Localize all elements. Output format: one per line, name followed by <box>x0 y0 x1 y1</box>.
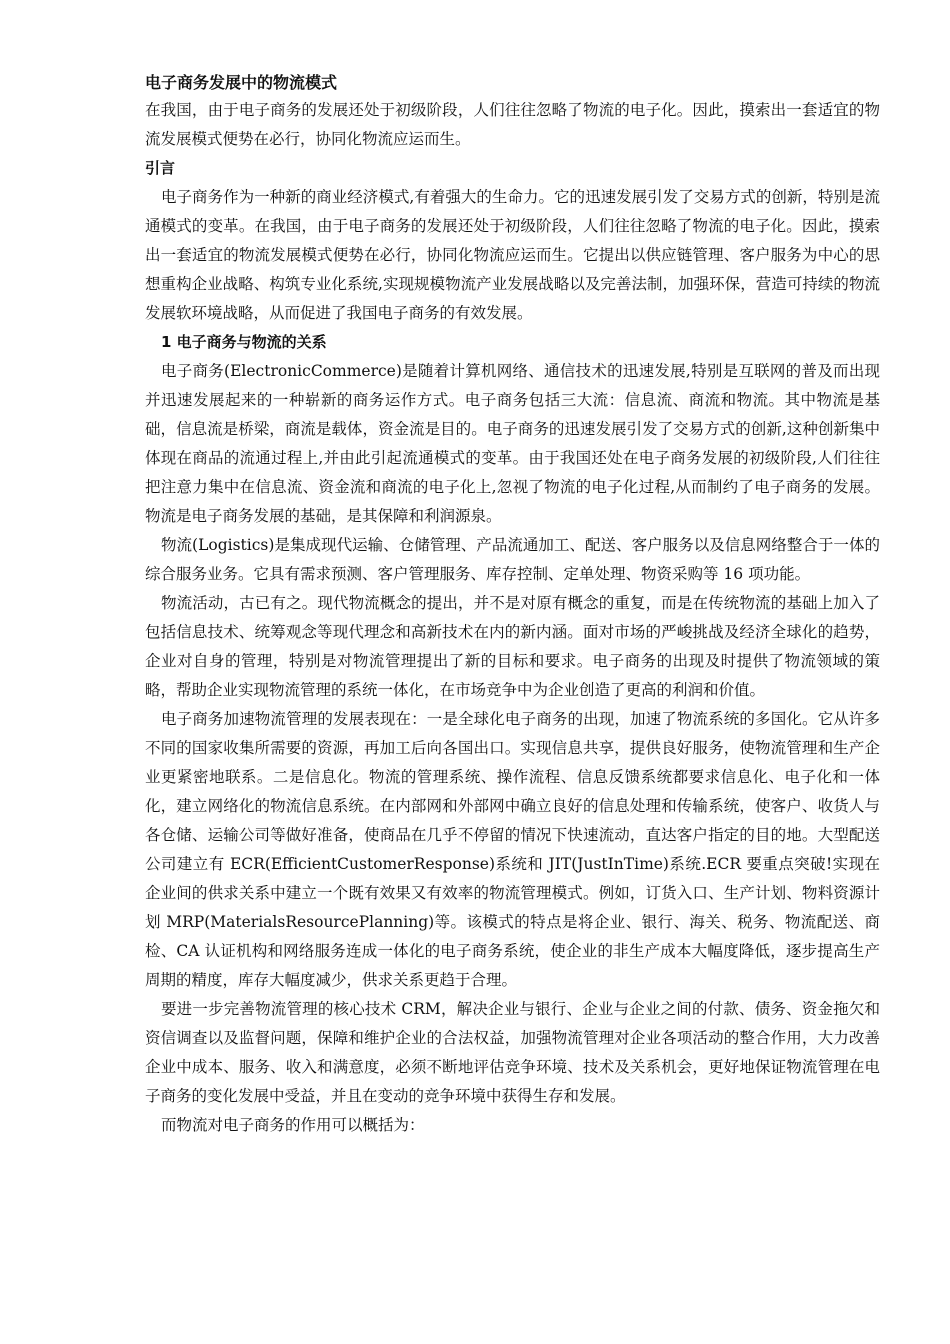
intro-paragraph: 电子商务作为一种新的商业经济模式,有着强大的生命力。它的迅速发展引发了交易方式的创新，特别是流通模式的变革。在我国，由于电子商务的发展还处于初级阶段，人们往往忽略了物流的电子化。因此，摸索出一套适宜的物流发展模式便势在必行，协同化物流应运而生。它提出以供应链管理、客户服务为中心的思想重构企业战略、构筑专业化系统,实现规模物流产业发展战略以及完善法制，加强环保，营造可持续的物流发展软环境战略，从而促进了我国电子商务的有效发展。 <box>145 188 880 322</box>
body-paragraph: 电子商务(ElectronicCommerce)是随着计算机网络、通信技术的迅速发展,特别是互联网的普及而出现并迅速发展起来的一种崭新的商务运作方式。电子商务包括三大流：信息流、商流和物流。其中物流是基础，信息流是桥梁，商流是载体，资金流是目的。电子商务的迅速发展引发了交易方式的创新,这种创新集中体现在商品的流通过程上,并由此引起流通模式的变革。由于我国还处在电子商务发展的初级阶段,人们往往把注意力集中在信息流、资金流和商流的电子化上,忽视了物流的电子化过程,从而制约了电子商务的发展。物流是电子商务发展的基础，是其保障和利润源泉。 <box>145 362 880 525</box>
body-paragraph: 物流(Logistics)是集成现代运输、仓储管理、产品流通加工、配送、客户服务以及信息网络整合于一体的综合服务业务。它具有需求预测、客户管理服务、库存控制、定单处理、物资采购等 16 项功能。 <box>145 536 880 583</box>
section-1-heading: 1 电子商务与物流的关系 <box>161 333 327 351</box>
body-paragraph: 而物流对电子商务的作用可以概括为： <box>161 1116 425 1134</box>
body-paragraph: 物流活动，古已有之。现代物流概念的提出，并不是对原有概念的重复，而是在传统物流的基础上加入了包括信息技术、统筹观念等现代理念和高新技术在内的新内涵。面对市场的严峻挑战及经济全球化的趋势，企业对自身的管理，特别是对物流管理提出了新的目标和要求。电子商务的出现及时提供了物流领域的策略，帮助企业实现物流管理的系统一体化，在市场竞争中为企业创造了更高的利润和价值。 <box>145 594 880 699</box>
body-paragraph: 电子商务加速物流管理的发展表现在：一是全球化电子商务的出现，加速了物流系统的多国化。它从许多不同的国家收集所需要的资源，再加工后向各国出口。实现信息共享，提供良好服务，使物流管理和生产企业更紧密地联系。二是信息化。物流的管理系统、操作流程、信息反馈系统都要求信息化、电子化和一体化，建立网络化的物流信息系统。在内部网和外部网中确立良好的信息处理和传输系统，使客户、收货人与各仓储、运输公司等做好准备，使商品在几乎不停留的情况下快速流动，直达客户指定的目的地。大型配送公司建立有 ECR(EfficientCustomerResponse)系统和 JIT(JustInTime)系统.ECR 要重点突破!实现在企业间的供求关系中建立一个既有效果又有效率的物流管理模式。例如，订货入口、生产计划、物料资源计划 MRP(MaterialsResourcePlanning)等。该模式的特点是将企业、银行、海关、税务、物流配送、商检、CA 认证机构和网络服务连成一体化的电子商务系统，使企业的非生产成本大幅度降低，逐步提高生产周期的精度，库存大幅度减少，供求关系更趋于合理。 <box>145 710 880 989</box>
document-page <box>145 70 880 1140</box>
abstract-paragraph: 在我国，由于电子商务的发展还处于初级阶段，人们往往忽略了物流的电子化。因此，摸索出一套适宜的物流发展模式便势在必行，协同化物流应运而生。 <box>145 101 880 148</box>
document-title: 电子商务发展中的物流模式 <box>145 73 338 92</box>
intro-heading: 引言 <box>145 159 176 177</box>
body-paragraph: 要进一步完善物流管理的核心技术 CRM，解决企业与银行、企业与企业之间的付款、债务、资金拖欠和资信调查以及监督问题，保障和维护企业的合法权益，加强物流管理对企业各项活动的整合作用，大力改善企业中成本、服务、收入和满意度，必须不断地评估竞争环境、技术及关系机会，更好地保证物流管理在电子商务的变化发展中受益，并且在变动的竞争环境中获得生存和发展。 <box>145 1000 880 1105</box>
